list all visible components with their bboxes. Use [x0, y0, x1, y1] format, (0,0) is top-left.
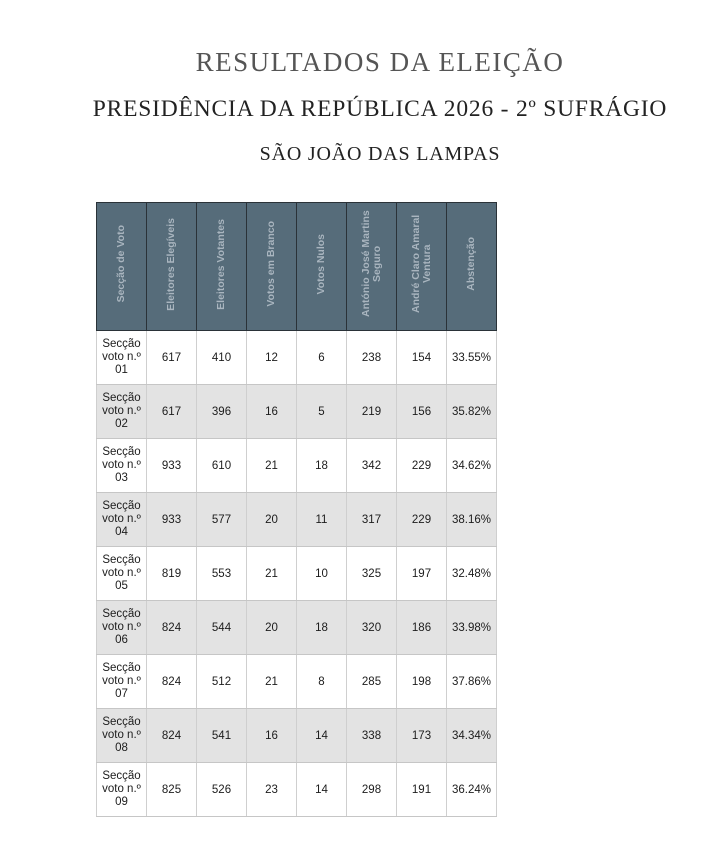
- data-cell: 38.16%: [447, 493, 497, 547]
- data-cell: 229: [397, 493, 447, 547]
- header-cell: [447, 203, 497, 331]
- data-cell: 21: [247, 655, 297, 709]
- data-cell: 11: [297, 493, 347, 547]
- table-row: [97, 601, 497, 655]
- table-row: [97, 439, 497, 493]
- data-cell: 617: [147, 385, 197, 439]
- data-cell: 156: [397, 385, 447, 439]
- report-title: RESULTADOS DA ELEIÇÃO: [195, 47, 565, 77]
- data-cell: 37.86%: [447, 655, 497, 709]
- section-label-line: 02: [115, 418, 128, 430]
- data-cell: 20: [247, 601, 297, 655]
- data-cell: 173: [397, 709, 447, 763]
- section-label-line: Secção: [102, 770, 141, 782]
- header-cell: [97, 203, 147, 331]
- header-cell: [197, 203, 247, 331]
- data-cell: 577: [197, 493, 247, 547]
- header-label: Abstenção: [465, 237, 477, 291]
- section-label-line: 05: [115, 580, 128, 592]
- section-cell: [97, 385, 147, 439]
- header-cell: [347, 203, 397, 331]
- section-label-line: voto n.º: [102, 405, 141, 417]
- header-label: António José Martins Seguro: [359, 210, 383, 318]
- header-label: André Claro Amaral Ventura: [409, 214, 433, 314]
- section-label-line: voto n.º: [102, 459, 141, 471]
- section-cell: [97, 763, 147, 817]
- header-label: Votos Nulos: [315, 233, 327, 295]
- data-cell: 197: [397, 547, 447, 601]
- data-cell: 10: [297, 547, 347, 601]
- section-label-line: 03: [115, 472, 128, 484]
- data-cell: 325: [347, 547, 397, 601]
- section-label-line: 09: [115, 796, 128, 808]
- table-body: [97, 331, 497, 817]
- section-cell: [97, 547, 147, 601]
- data-cell: 14: [297, 709, 347, 763]
- header-label: Eleitores Elegíveis: [165, 217, 177, 311]
- election-subtitle: PRESIDÊNCIA DA REPÚBLICA 2026 - 2º SUFRÁGIO: [92, 96, 668, 122]
- section-label-line: Secção: [102, 338, 141, 350]
- data-cell: 18: [297, 601, 347, 655]
- data-cell: 12: [247, 331, 297, 385]
- section-label-line: 04: [115, 526, 128, 538]
- data-cell: 16: [247, 709, 297, 763]
- header-label: Votos em Branco: [265, 221, 277, 307]
- table-row: [97, 385, 497, 439]
- data-cell: 526: [197, 763, 247, 817]
- data-cell: 338: [347, 709, 397, 763]
- section-label-line: Secção: [102, 446, 141, 458]
- data-cell: 6: [297, 331, 347, 385]
- section-cell: [97, 493, 147, 547]
- data-cell: 18: [297, 439, 347, 493]
- data-cell: 229: [397, 439, 447, 493]
- data-cell: 32.48%: [447, 547, 497, 601]
- section-cell: [97, 709, 147, 763]
- data-cell: 396: [197, 385, 247, 439]
- data-cell: 33.98%: [447, 601, 497, 655]
- data-cell: 34.62%: [447, 439, 497, 493]
- data-cell: 610: [197, 439, 247, 493]
- data-cell: 819: [147, 547, 197, 601]
- table-row: [97, 547, 497, 601]
- header-label: Secção de Voto: [115, 225, 127, 303]
- section-label-line: voto n.º: [102, 351, 141, 363]
- section-label-line: Secção: [102, 500, 141, 512]
- header-cell: [147, 203, 197, 331]
- data-cell: 5: [297, 385, 347, 439]
- data-cell: 617: [147, 331, 197, 385]
- data-cell: 16: [247, 385, 297, 439]
- section-label-line: 08: [115, 742, 128, 754]
- data-cell: 320: [347, 601, 397, 655]
- data-cell: 933: [147, 439, 197, 493]
- data-cell: 410: [197, 331, 247, 385]
- parish-name: SÃO JOÃO DAS LAMPAS: [259, 143, 501, 165]
- data-cell: 541: [197, 709, 247, 763]
- section-label-line: voto n.º: [102, 783, 141, 795]
- data-cell: 21: [247, 547, 297, 601]
- header-cell: [247, 203, 297, 331]
- section-label-line: Secção: [102, 608, 141, 620]
- section-label-line: voto n.º: [102, 567, 141, 579]
- results-table: [96, 202, 497, 817]
- data-cell: 23: [247, 763, 297, 817]
- data-cell: 34.34%: [447, 709, 497, 763]
- data-cell: 285: [347, 655, 397, 709]
- table-row: [97, 331, 497, 385]
- table-header-row: [97, 203, 497, 331]
- section-cell: [97, 331, 147, 385]
- table-row: [97, 493, 497, 547]
- data-cell: 36.24%: [447, 763, 497, 817]
- section-label-line: 07: [115, 688, 128, 700]
- data-cell: 544: [197, 601, 247, 655]
- section-label-line: voto n.º: [102, 675, 141, 687]
- data-cell: 14: [297, 763, 347, 817]
- data-cell: 219: [347, 385, 397, 439]
- data-cell: 512: [197, 655, 247, 709]
- header-cell: [397, 203, 447, 331]
- data-cell: 238: [347, 331, 397, 385]
- data-cell: 191: [397, 763, 447, 817]
- section-label-line: voto n.º: [102, 621, 141, 633]
- data-cell: 342: [347, 439, 397, 493]
- data-cell: 154: [397, 331, 447, 385]
- section-label-line: Secção: [102, 662, 141, 674]
- table-row: [97, 709, 497, 763]
- data-cell: 825: [147, 763, 197, 817]
- data-cell: 35.82%: [447, 385, 497, 439]
- section-label-line: Secção: [102, 554, 141, 566]
- data-cell: 21: [247, 439, 297, 493]
- data-cell: 553: [197, 547, 247, 601]
- section-cell: [97, 601, 147, 655]
- table-row: [97, 763, 497, 817]
- data-cell: 824: [147, 601, 197, 655]
- section-label-line: Secção: [102, 716, 141, 728]
- data-cell: 317: [347, 493, 397, 547]
- data-cell: 33.55%: [447, 331, 497, 385]
- data-cell: 20: [247, 493, 297, 547]
- data-cell: 933: [147, 493, 197, 547]
- data-cell: 824: [147, 655, 197, 709]
- header-cell: [297, 203, 347, 331]
- section-label-line: Secção: [102, 392, 141, 404]
- header-label: Eleitores Votantes: [215, 218, 227, 310]
- data-cell: 186: [397, 601, 447, 655]
- section-cell: [97, 439, 147, 493]
- data-cell: 8: [297, 655, 347, 709]
- section-cell: [97, 655, 147, 709]
- section-label-line: 01: [115, 364, 128, 376]
- table-row: [97, 655, 497, 709]
- data-cell: 824: [147, 709, 197, 763]
- section-label-line: voto n.º: [102, 729, 141, 741]
- data-cell: 198: [397, 655, 447, 709]
- section-label-line: voto n.º: [102, 513, 141, 525]
- data-cell: 298: [347, 763, 397, 817]
- section-label-line: 06: [115, 634, 128, 646]
